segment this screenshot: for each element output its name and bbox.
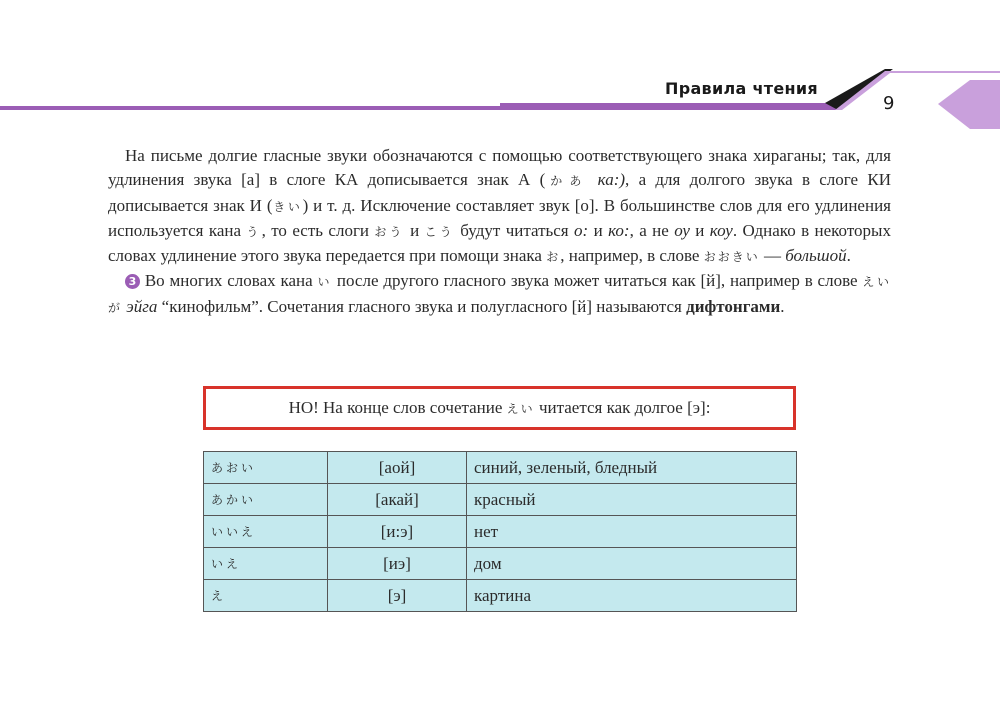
text: , то есть слоги bbox=[261, 220, 375, 240]
romaji: ко: bbox=[608, 220, 630, 240]
term-diphthongs: дифтонгами bbox=[686, 296, 781, 316]
text: , а не bbox=[629, 220, 675, 240]
page-tab bbox=[938, 80, 1000, 129]
kana-cell: いいえ bbox=[204, 516, 328, 548]
text: “кинофильм”. Сочетания гласного звука и полугласного [й] называются bbox=[157, 296, 687, 316]
running-title: Правила чтения bbox=[665, 79, 818, 98]
translation: большой bbox=[785, 246, 847, 266]
text: и bbox=[689, 220, 710, 240]
text: . bbox=[846, 246, 851, 266]
romaji-eiga: эйга bbox=[122, 296, 158, 316]
text: — bbox=[759, 246, 786, 266]
note-box bbox=[203, 386, 796, 430]
vocabulary-table bbox=[203, 451, 797, 612]
text: , например, в слове bbox=[560, 246, 704, 266]
kana-kaa: かあ bbox=[545, 174, 589, 189]
page-number: 9 bbox=[883, 93, 895, 114]
text: Во многих словах кана bbox=[140, 271, 318, 291]
text: ) и т. д. Исключение составляет звук [о]. В большинстве слов для его удлинения используется кана bbox=[108, 195, 891, 240]
meaning-cell: красный bbox=[467, 484, 797, 516]
table-row bbox=[204, 516, 797, 548]
meaning-cell: дом bbox=[467, 548, 797, 580]
kana-i: い bbox=[317, 275, 333, 290]
table-row bbox=[204, 452, 797, 484]
table-row bbox=[204, 580, 797, 612]
kana-eiga: えいが bbox=[108, 275, 891, 315]
number-circle-icon: 3 bbox=[125, 274, 140, 289]
romaji: коу bbox=[709, 220, 733, 240]
meaning-cell: нет bbox=[467, 516, 797, 548]
transcription-cell: [аой] bbox=[328, 452, 467, 484]
body-text bbox=[108, 144, 891, 320]
transcription-cell: [и:э] bbox=[328, 516, 467, 548]
kana-u: う bbox=[246, 224, 262, 239]
kana-cell: あかい bbox=[204, 484, 328, 516]
kana-ei: えい bbox=[506, 402, 535, 416]
text: и bbox=[404, 220, 425, 240]
text: и bbox=[588, 220, 609, 240]
text: На письме долгие гласные звуки обозначаются с помощью соответствующего знака хираганы; так, для удлинения звука [а] в слоге КА дописывается знак А ( bbox=[108, 146, 891, 190]
text: после другого гласного звука может читаться как [й], например в слове bbox=[332, 271, 863, 291]
transcription-cell: [иэ] bbox=[328, 548, 467, 580]
kana-kii: きい bbox=[272, 199, 303, 214]
paragraph-long-vowels bbox=[108, 144, 891, 269]
table-row bbox=[204, 484, 797, 516]
table-row bbox=[204, 548, 797, 580]
text: . bbox=[780, 296, 785, 316]
kana-cell: あおい bbox=[204, 452, 328, 484]
text: читается как долгое [э]: bbox=[534, 398, 711, 417]
text: будут читаться bbox=[454, 220, 575, 240]
kana-ou: おう bbox=[374, 224, 405, 239]
header-rule-thick bbox=[500, 103, 840, 110]
kana-ookii: おおきい bbox=[703, 250, 760, 265]
kana-kou: こう bbox=[424, 224, 455, 239]
kana-cell: いえ bbox=[204, 548, 328, 580]
romaji: о: bbox=[574, 220, 589, 240]
romaji: оу bbox=[674, 220, 690, 240]
paragraph-diphthongs bbox=[108, 269, 891, 320]
meaning-cell: синий, зеленый, бледный bbox=[467, 452, 797, 484]
transcription-cell: [акай] bbox=[328, 484, 467, 516]
romaji-kaa: ка:) bbox=[588, 170, 626, 190]
kana-cell: え bbox=[204, 580, 328, 612]
text: . Однако в некоторых словах удлинение этого звука передается при помощи знака bbox=[108, 220, 891, 266]
transcription-cell: [э] bbox=[328, 580, 467, 612]
text: НО! На конце слов сочетание bbox=[288, 398, 507, 417]
meaning-cell: картина bbox=[467, 580, 797, 612]
text: , а для долгого звука в слоге КИ дописывается знак И ( bbox=[108, 170, 891, 215]
kana-o: お bbox=[546, 250, 561, 265]
header-decoration bbox=[0, 0, 1000, 140]
